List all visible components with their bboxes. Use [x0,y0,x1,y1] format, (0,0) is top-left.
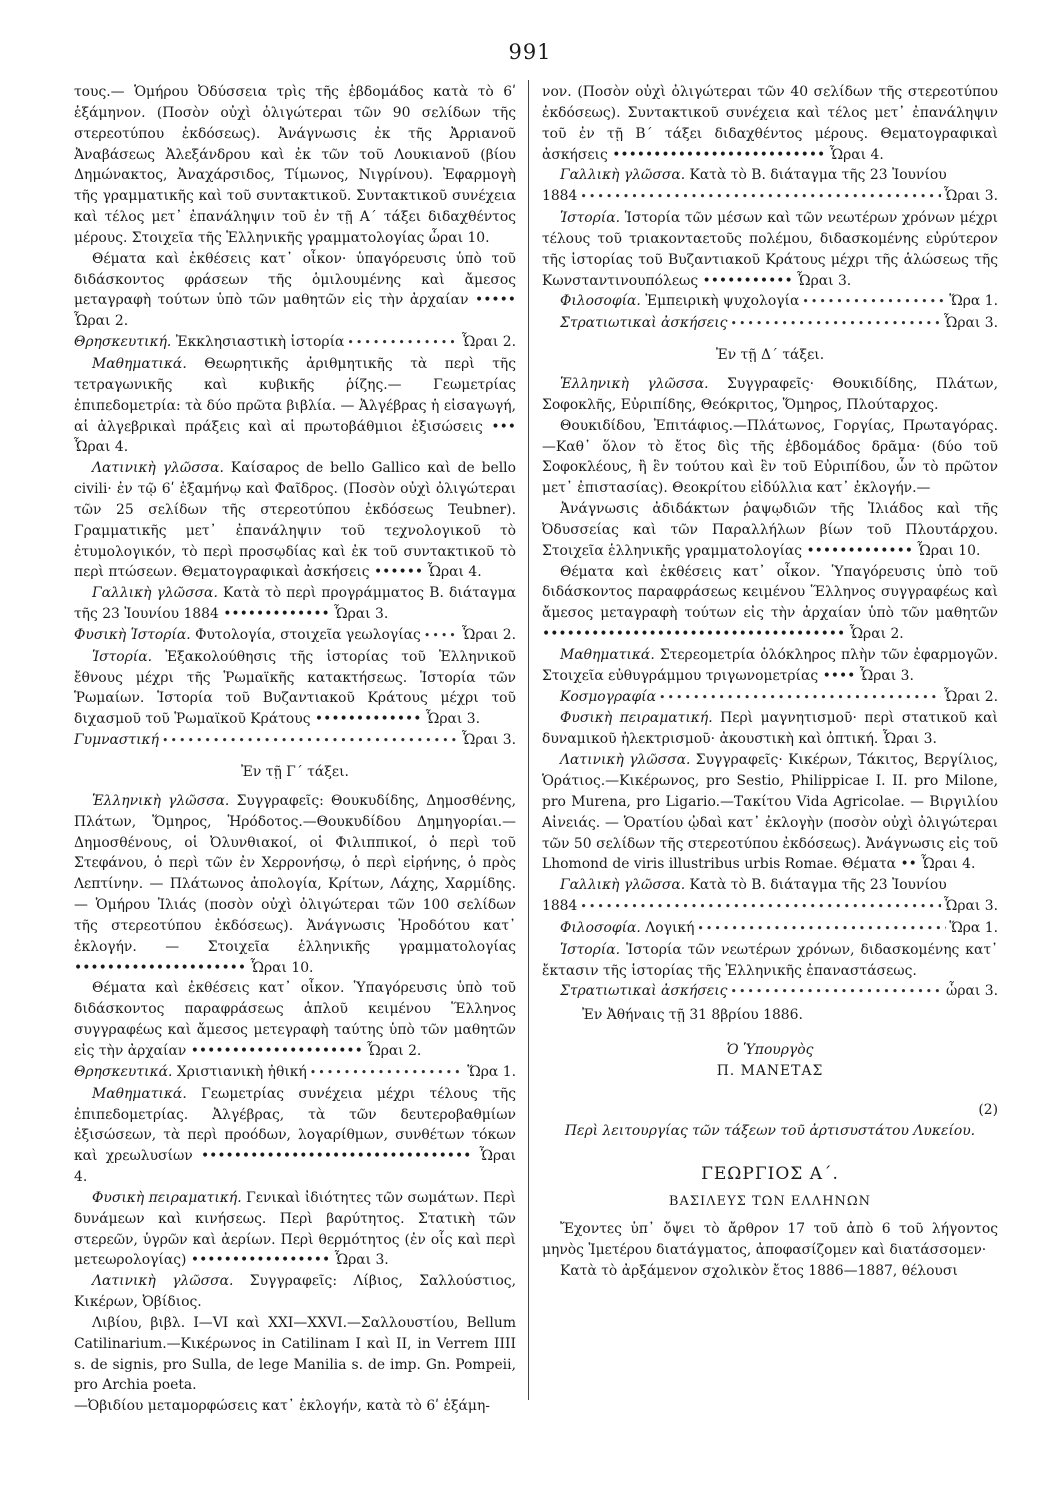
subject-text: Κατὰ τὸ περὶ προγράμματος Β. διάταγμα τῆς 23 Ἰουνίου 1884 [74,585,516,623]
paragraph: Γαλλικὴ γλῶσσα. Κατὰ τὸ περὶ προγράμματος Β. διάταγμα τῆς 23 Ἰουνίου 1884 ••••••••••••• Ὧραι 3. [74,585,516,623]
paragraph: Ἔχοντες ὑπ᾽ ὄψει τὸ ἄρθρον 17 τοῦ ἀπὸ 6 τοῦ λήγοντος μηνὸς Ἰμετέρου διατάγματος, ἀποφασίζομεν καὶ διατάσσομεν· [542,1221,998,1259]
hours-value: Ὥρα 1. [949,293,998,310]
subject-text: 1884 [542,188,578,205]
paragraph: Θουκιδίδου, Ἐπιτάφιος.—Πλάτωνος, Γοργίας, Πρωταγόρας.—Καθ᾽ ὅλον τὸ ἔτος δὶς τῆς ἑβδομάδος δρᾶμα· (δύο τοῦ Σοφοκλέους, ἢ ἓν τούτου καὶ ἓν τοῦ Εὐριπίδου, ὧν τὸ πρῶτον μετ᾽ ἐπιστασίας). Θεοκρίτου εἰδύλλια κατ᾽ ἐκλογήν.— [542,417,998,497]
subject-text: Συγγραφεῖς· Κικέρων, Τάκιτος, Βεργίλιος, Ὁράτιος.—Κικέρωνος, pro Sestio, Philippicae I. II. pro Milone, pro Murena, pro Ligario.—Τακίτου Vida Agricolae. — Βιργιλίου Αἰνειάς. — Ὁρατίου ᾠδαὶ κατ᾽ ἐκλογὴν (ποσὸν οὐχὶ ὀλιγώτεραι τῶν 50 σελίδων τῆς στερεοτύπου ἐκδόσεως). Ἀνάγνωσις εἰς τοῦ Lhomond de viris illustribus urbis Romae. Θέματα [542,752,998,873]
paragraph: Ἀνάγνωσις ἀδιδάκτων ῥαψῳδιῶν τῆς Ἰλιάδος καὶ τῆς Ὀδυσσείας καὶ τῶν Παραλλήλων βίων τοῦ Πλουτάρχου. Στοιχεῖα ἑλληνικῆς γραμματολογίας ••••••••••••• Ὧραι 10. [542,501,998,559]
subject-label: Λατινικὴ γλῶσσα. [92,1273,234,1290]
hours-value: Ὧραι 2. [849,626,904,643]
subject-row [542,896,998,918]
paragraph: τους.— Ὁμήρου Ὀδύσσεια τρὶς τῆς ἑβδομάδος κατὰ τὸ 6ʹ ἑξάμηνον. (Ποσὸν οὐχὶ ὀλιγώτεραι τῶν 90 σελίδων τῆς στερεοτύπου ἐκδόσεως). Ἀνάγνωσις ἐκ τῆς Ἀρριανοῦ Ἀναβάσεως Ἀλεξάνδρου καὶ ἐκ τῶν τοῦ Λουκιανοῦ (βίου Δημώνακτος, Ἀναχάρσιδος, Τίμωνος, Νιγρίνου). Ἐφαρμογὴ τῆς γραμματικῆς καὶ τοῦ συντακτικοῦ. Συντακτικοῦ συνέχεια καὶ τέλος μετ᾽ ἐπανάληψιν τοῦ ἐν τῇ Α΄ τάξει διδαχθέντος μέρους. Στοιχεῖα τῆς Ἑλληνικῆς γραμματολογίας ὧραι 10. [74,84,516,246]
paragraph [542,940,998,982]
hours-value: Ὧραι 3. [882,731,937,748]
hours-value: Ὧραι 2. [74,313,129,330]
hours-value: Ὧραι 10. [917,542,981,559]
paragraph: Φυσικὴ πειραματική. Γενικαὶ ἰδιότητες τῶν σωμάτων. Περὶ δυνάμεων καὶ κινήσεως. Περὶ βαρύτητος. Στατικὴ τῶν στερεῶν, ὑγρῶν καὶ ἀερίων. Περὶ θερμότητος (ἐν οἷς καὶ περὶ μετεωρολογίας) ••••••••••••••••• Ὧραι 3. [74,1189,517,1269]
subject-row [542,313,998,335]
column-divider [528,80,529,1400]
subject-text: Ἐμπειρικὴ ψυχολογία [645,293,800,310]
law-title: Περὶ λειτουργίας τῶν τάξεων τοῦ ἀρτισυστάτου Λυκείου. [564,1122,976,1139]
minister-name: Π. ΜΑΝΕΤΑΣ [716,1062,824,1079]
paragraph: Ἱστορία. Ἱστορία τῶν μέσων καὶ τῶν νεωτέρων χρόνων μέχρι τέλους τοῦ τριακονταετοῦς πολέμου, διδασκομένης εὐρύτερον τῆς ἱστορίας τοῦ Βυζαντιακοῦ Κράτους μέχρι τῆς ἁλώσεως τῆς Κωνσταντινουπόλεως ••••••••••• Ὧραι 3. [542,210,998,289]
hours-value: Ὧραι 3. [859,667,914,684]
hours-value: Ὧραι 3. [943,315,998,332]
minister-title: Ὁ Ὑπουργὸς [726,1042,814,1059]
subject-text: Ἱστορία τῶν μέσων καὶ τῶν νεωτέρων χρόνων μέχρι τέλους τοῦ τριακονταετοῦς πολέμου, διδασκομένης εὐρύτερον τῆς ἱστορίας τοῦ Βυζαντιακοῦ Κράτους μέχρι τῆς ἁλώσεως τῆς Κωνσταντινουπόλεως [542,210,998,289]
subject-row [542,981,998,1003]
left-column [74,82,516,1417]
subject-text: 1884 [542,898,578,915]
paragraph-text: Θέματα καὶ ἐκθέσεις κατ᾽ οἶκον. Ὑπαγόρευσις ὑπὸ τοῦ διδάσκοντος παραφράσεως ἁπλοῦ κειμένου Ἕλληνος συγγραφέως καὶ ἄμεσος μετεγραφὴ ταύτης ὑπὸ τῶν μαθητῶν εἰς τὴν ἀρχαίαν [74,980,516,1059]
hours-value: Ὧραι 3. [461,732,516,749]
subject-row [542,186,998,208]
section-heading: Ἐν τῇ Δ΄ τάξει. [715,347,825,364]
subject-row [542,291,998,313]
hours-value: Ὥρα 1. [949,919,998,936]
hours-value: ••••• [468,292,516,309]
leader-dots [580,187,941,208]
subject-label: Ἱστορία. [92,648,153,665]
leader-dots [580,897,941,918]
subject-text: Συγγραφεῖς: Θουκυδίδης, Δημοσθένης, Πλάτων, Ὅμηρος, Ἡρόδοτος.—Θουκυδίδου Δημηγορίαι.— Δημοσθένους, οἱ Ὀλυνθιακοί, οἱ Φιλιππικοί, ὁ περὶ τοῦ Στεφάνου, ὁ περὶ τῶν ἐν Χερρονήσῳ, ὁ περὶ εἰρήνης, ὁ πρὸς Λεπτίνην. — Πλάτωνος ἀπολογία, Κρίτων, Λάχης, Χαρμίδης. — Ὁμήρου Ἰλιάς (ποσὸν οὐχὶ ὀλιγώτεραι τῶν 100 σελίδων τῆς στερεοτύπου ἐκδόσεως). Ἀνάγνωσις Ἡροδότου κατ᾽ ἐκλογήν. — Στοιχεῖα ἑλληνικῆς γραμματολογίας [74,792,516,955]
hours-value: Ὧραι 3. [334,606,389,623]
subject-label: Γαλλικὴ γλῶσσα. [560,167,686,184]
subject-label: Ἱστορία. [560,210,621,227]
paragraph [74,249,516,332]
paragraph [74,1271,516,1313]
hours-value: Ὧραι 4. [74,1148,516,1186]
subject-label: Γυμναστική [74,732,159,749]
subject-label: Ἑλληνικὴ γλῶσσα. [560,375,709,392]
subject-label: Στρατιωτικαὶ ἀσκήσεις [560,983,728,1000]
paragraph-text: νον. (Ποσὸν οὐχὶ ὀλιγώτεραι τῶν 40 σελίδων τῆς στερεοτύπου ἐκδόσεως). Συντακτικοῦ συνέχεια καὶ τέλος μετ᾽ ἐπανάληψιν τοῦ ἐν τῇ Β΄ τάξει διδαχθέντος μέρους. Θεματογραφικαὶ ἀσκήσεις [542,84,998,163]
leader-dots [730,982,943,1003]
hours-value: Ὧραι 4. [829,146,884,163]
subject-label: Μαθηματικά. [560,646,655,663]
subject-text: Περὶ μαγνητισμοῦ· περὶ στατικοῦ καὶ δυναμικοῦ ἠλεκτρισμοῦ· ἀκουστικὴ καὶ ὀπτική. [542,710,998,748]
subject-label: Θρησκευτική. [74,334,172,351]
hours-value: Ὧραι 3. [943,188,998,205]
paragraph: Μαθηματικά. Στερεομετρία ὁλόκληρος πλὴν τῶν ἐφαρμογῶν. Στοιχεῖα εὐθυγράμμου τριγωνομετρίας •••• Ὧραι 3. [542,646,998,684]
section-heading: Ἐν τῇ Γ΄ τάξει. [241,764,349,780]
leader-dots [802,292,946,313]
subject-label: Λατινικὴ γλῶσσα. [560,752,691,769]
page-number: 991 [508,40,552,64]
subject-text: Συγγραφεῖς: Λίβιος, Σαλλούστιος, Κικέρων, Ὀβίδιος. [74,1273,516,1311]
subject-text: Καίσαρος de bello Gallico καὶ de bello civili· ἐν τῷ 6ʹ ἑξαμήνῳ καὶ Φαῖδρος. (Ποσὸν οὐχὶ ὀλιγώτεραι τῶν 25 σελίδων τῆς στερεοτύπου ἐκδόσεως Teubner). Γραμματικῆς μετ᾽ ἐπανάληψιν τοῦ τεχνολογικοῦ τὸ ἐτυμολογικόν, τὸ περὶ προσῳδίας καὶ ἐκ τοῦ συντακτικοῦ τὸ περὶ πτώσεων. Θεματογραφικαὶ ἀσκήσεις [74,460,516,581]
subject-text: Συγγραφεῖς· Θουκιδίδης, Πλάτων, Σοφοκλῆς, Εὐριπίδης, Θεόκριτος, Ὅμηρος, Πλούταρχος. [542,375,999,413]
subject-label: Θρησκευτικά. [74,1063,173,1080]
subject-text: Ἐξακολούθησις τῆς ἱστορίας τοῦ Ἑλληνικοῦ ἔθνους μέχρι τῆς Ῥωμαϊκῆς κατακτήσεως. Ἱστορία τῶν Ῥωμαίων. Ἱστορία τοῦ Βυζαντιακοῦ Κράτους μέχρι τοῦ διχασμοῦ τοῦ Ῥωμαϊκοῦ Κράτους [74,648,516,728]
paragraph: Λατινικὴ γλῶσσα. Καίσαρος de bello Gallico καὶ de bello civili· ἐν τῷ 6ʹ ἑξαμήνῳ καὶ Φαῖδρος. (Ποσὸν οὐχὶ ὀλιγώτεραι τῶν 25 σελίδων τῆς στερεοτύπου ἐκδόσεως Teubner). Γραμματικῆς μετ᾽ ἐπανάληψιν τοῦ τεχνολογικοῦ τὸ ἐτυμολογικόν, τὸ περὶ προσῳδίας καὶ ἐκ τοῦ συντακτικοῦ τὸ περὶ πτώσεων. Θεματογραφικαὶ ἀσκήσεις •••••• Ὧραι 4. [74,460,516,581]
paragraph [542,374,998,416]
subject-label: Φυσικὴ πειραματική. [92,1189,242,1206]
hours-value: Ὧραι 2. [461,334,516,351]
subject-row [74,625,516,647]
paragraph: Ἑλληνικὴ γλῶσσα. Συγγραφεῖς: Θουκυδίδης, Δημοσθένης, Πλάτων, Ὅμηρος, Ἡρόδοτος.—Θουκυδίδου Δημηγορίαι.— Δημοσθένους, οἱ Ὀλυνθιακοί, οἱ Φιλιππικοί, ὁ περὶ τοῦ Στεφάνου, ὁ περὶ τῶν ἐν Χερρονήσῳ, ὁ περὶ εἰρήνης, ὁ πρὸς Λεπτίνην. — Πλάτωνος ἀπολογία, Κρίτων, Λάχης, Χαρμίδης. — Ὁμήρου Ἰλιάς (ποσὸν οὐχὶ ὀλιγώτεραι τῶν 100 σελίδων τῆς στερεοτύπου ἐκδόσεως). Ἀνάγνωσις Ἡροδότου κατ᾽ ἐκλογήν. — Στοιχεῖα ἑλληνικῆς γραμματολογίας ••••••••••••••••••••• Ὧραι 10. [74,792,516,976]
subject-label: Ἑλληνικὴ γλῶσσα. [92,792,230,809]
king-subheading: ΒΑΣΙΛΕΥΣ ΤΩΝ ΕΛΛΗΝΩΝ [668,1194,872,1210]
hours-value: Ὧραι 3. [943,898,998,915]
hours-value: Ὧραι 2. [943,688,998,705]
paragraph: Λατινικὴ γλῶσσα. Συγγραφεῖς· Κικέρων, Τάκιτος, Βεργίλιος, Ὁράτιος.—Κικέρωνος, pro Sestio, Philippicae I. II. pro Milone, pro Murena, pro Ligario.—Τακίτου Vida Agricolae. — Βιργιλίου Αἰνειάς. — Ὁρατίου ᾠδαὶ κατ᾽ ἐκλογὴν (ποσὸν οὐχὶ ὀλιγώτεραι τῶν 50 σελίδων τῆς στερεοτύπου ἐκδόσεως). Ἀνάγνωσις εἰς τοῦ Lhomond de viris illustribus urbis Romae. Θέματα •• Ὧραι 4. [542,752,998,873]
leader-dots [424,626,459,647]
hours-value: Ὧραι 4. [921,856,976,873]
subject-text: Ἱστορία τῶν νεωτέρων χρόνων, διδασκομένης κατ᾽ ἔκτασιν τῆς ἱστορίας τῆς Ἑλληνικῆς ἐπαναστάσεως. [542,941,999,979]
hours-value: Ὧραι 3. [334,1252,389,1269]
hours-value: Ὧραι 4. [427,564,482,581]
paragraph: —Ὀβιδίου μεταμορφώσεις κατ᾽ ἐκλογήν, κατὰ τὸ 6ʹ ἑξάμη- [74,1398,490,1415]
subject-label: Μαθηματικά. [92,355,187,372]
hours-value: Ὧραι 3. [425,711,480,728]
paragraph-text: Ἀνάγνωσις ἀδιδάκτων ῥαψῳδιῶν τῆς Ἰλιάδος καὶ τῆς Ὀδυσσείας καὶ τῶν Παραλλήλων βίων τοῦ Πλουτάρχου. Στοιχεῖα ἑλληνικῆς γραμματολογίας [542,501,998,559]
paragraph: Ἱστορία. Ἐξακολούθησις τῆς ἱστορίας τοῦ Ἑλληνικοῦ ἔθνους μέχρι τῆς Ῥωμαϊκῆς κατακτήσεως. Ἱστορία τῶν Ῥωμαίων. Ἱστορία τοῦ Βυζαντιακοῦ Κράτους μέχρι τοῦ διχασμοῦ τοῦ Ῥωμαϊκοῦ Κράτους ••••••••••••• Ὧραι 3. [74,648,516,728]
subject-text: Θεωρητικῆς ἀριθμητικῆς τὰ περὶ τῆς τετραγωνικῆς καὶ κυβικῆς ῥίζης.— Γεωμετρίας ἐπιπεδομετρία: τὰ δύο πρῶτα βιβλία. — Ἀλγέβρας ἡ εἰσαγωγή, αἱ ἀλγεβρικαὶ πράξεις καὶ αἱ πρωτοβάθμιοι ἐξισώσεις [74,355,516,435]
hours-value: Ὧραι 3. [797,272,852,289]
paragraph: Θέματα καὶ ἐκθέσεις κατ᾽ οἶκον. Ὑπαγόρευσις ὑπὸ τοῦ διδάσκοντος παραφράσεως ἁπλοῦ κειμένου Ἕλληνος συγγραφέως καὶ ἄμεσος μετεγραφὴ ταύτης ὑπὸ τῶν μαθητῶν εἰς τὴν ἀρχαίαν ••••••••••••••••••••• Ὧραι 2. [74,980,516,1059]
subject-label: Φιλοσοφία. [560,293,641,310]
hours-value: Ὥρα 1. [467,1063,516,1080]
subject-label: Γαλλικὴ γλῶσσα. [92,585,218,602]
paragraph: Θέματα καὶ ἐκθέσεις κατ᾽ οἶκον. Ὑπαγόρευσις ὑπὸ τοῦ διδάσκοντος παραφράσεως κειμένου Ἕλληνος συγγραφέως καὶ ἄμεσος μεταγραφὴ τούτων εἰς τὴν ἀρχαίαν ὑπὸ τῶν μαθητῶν ••••••••••••••••••••••••••••••••••••• Ὧραι 2. [542,563,998,643]
subject-label: Φυσικὴ Ἱστορία. [74,626,191,643]
subject-label: Γαλλικὴ γλῶσσα. [560,877,686,894]
paragraph [542,708,998,750]
subject-text: Κατὰ τὸ Β. διάταγμα τῆς 23 Ἰουνίου [689,877,947,894]
subject-text: Ἐκκλησιαστικὴ ἱστορία [175,334,345,351]
hours-value: Ὧραι 2. [367,1042,422,1059]
subject-label: Φιλοσοφία. [560,919,641,936]
subject-row [74,332,516,354]
king-heading: ΓΕΩΡΓΙΟΣ Α΄. [701,1163,839,1184]
paragraph: Μαθηματικά. Γεωμετρίας συνέχεια μέχρι τέλους τῆς ἐπιπεδομετρίας. Ἀλγέβρας, τὰ τῶν δευτεροβαθμίων ἐξισώσεων, τὰ περὶ προόδων, λογαρίθμων, συνθέτων τόκων καὶ χρεωλυσίων ••••••••••••••••••••••••••••••••• Ὧραι 4. [74,1085,516,1186]
subject-label: Ἱστορία. [560,941,621,958]
subject-label: Κοσμογραφία [560,688,657,705]
paragraph: Λιβίου, βιβλ. I—VI καὶ XXI—XXVI.—Σαλλουστίου, Bellum Catilinarium.—Κικέρωνος in Catilinam I καὶ II, in Verrem IIII s. de signis, pro Sulla, de lege Manilia s. de imp. Gn. Pompeii, pro Archia poeta. [74,1314,516,1394]
subject-row [542,687,998,709]
leader-dots [310,1063,464,1084]
subject-text: Γεωμετρίας συνέχεια μέχρι τέλους τῆς ἐπιπεδομετρίας. Ἀλγέβρας, τὰ τῶν δευτεροβαθμίων ἐξισώσεων, τὰ περὶ προόδων, λογαρίθμων, συνθέτων τόκων καὶ χρεωλυσίων [74,1085,516,1165]
right-column [542,82,998,1282]
subject-label: Μαθηματικά. [92,1085,187,1102]
subject-label: Στρατιωτικαὶ ἀσκήσεις [560,315,728,332]
leader-dots [697,919,946,940]
subject-row [542,918,998,940]
leader-dots [162,731,459,752]
paragraph [542,165,998,186]
subject-text: Φυτολογία, στοιχεῖα γεωλογίας [195,626,421,643]
hours-value: ὧραι 3. [946,983,998,1000]
leader-dots [347,333,458,354]
subject-row [74,730,516,752]
paragraph: Κατὰ τὸ ἀρξάμενον σχολικὸν ἔτος 1886—1887, θέλουσι [560,1262,958,1279]
subject-text: Στερεομετρία ὁλόκληρος πλὴν τῶν ἐφαρμογῶν. Στοιχεῖα εὐθυγράμμου τριγωνομετρίας [542,646,998,684]
subject-label: Φυσικὴ πειραματική. [560,710,713,727]
hours-value: Ὧραι 10. [250,959,314,976]
subject-row [74,1062,516,1084]
hours-value: Ὧραι 4. [74,439,129,456]
subject-text: Χριστιανικὴ ἠθική [176,1063,307,1080]
paragraph: νον. (Ποσὸν οὐχὶ ὀλιγώτεραι τῶν 40 σελίδων τῆς στερεοτύπου ἐκδόσεως). Συντακτικοῦ συνέχεια καὶ τέλος μετ᾽ ἐπανάληψιν τοῦ ἐν τῇ Β΄ τάξει διδαχθέντος μέρους. Θεματογραφικαὶ ἀσκήσεις •••••••••••••••••••••••••• Ὧραι 4. [542,84,998,163]
subject-text: Γενικαὶ ἰδιότητες τῶν σωμάτων. Περὶ δυνάμεων καὶ κινήσεως. Περὶ βαρύτητος. Στατικὴ τῶν στερεῶν, ὑγρῶν καὶ ἀερίων. Περὶ θερμότητος (ἐν οἷς καὶ περὶ μετεωρολογίας) [74,1189,517,1269]
paragraph [542,875,998,896]
leader-dots [659,688,941,709]
subject-label: Λατινικὴ γλῶσσα. [92,460,224,477]
paragraph-text: Θέματα καὶ ἐκθέσεις κατ᾽ οἶκον· ὑπαγόρευσις ὑπὸ τοῦ διδάσκοντος φράσεων τῆς ὁμιλουμένης καὶ ἄμεσος μεταγραφὴ τούτων ὑπὸ τῶν μαθητῶν εἰς τὴν ἀρχαίαν [74,250,516,309]
date-line: Ἐν Ἀθήναις τῇ 31 8βρίου 1886. [582,1007,803,1024]
subject-text: Λογική [645,919,695,936]
law-number: (2) [978,1101,998,1118]
hours-value: Ὧραι 2. [461,626,516,643]
leader-dots [730,314,940,335]
paragraph: Μαθηματικά. Θεωρητικῆς ἀριθμητικῆς τὰ περὶ τῆς τετραγωνικῆς καὶ κυβικῆς ῥίζης.— Γεωμετρίας ἐπιπεδομετρία: τὰ δύο πρῶτα βιβλία. — Ἀλγέβρας ἡ εἰσαγωγή, αἱ ἀλγεβρικαὶ πράξεις καὶ αἱ πρωτοβάθμιοι ἐξισώσεις ••• Ὧραι 4. [74,355,516,456]
subject-text: Κατὰ τὸ Β. διάταγμα τῆς 23 Ἰουνίου [689,167,947,184]
paragraph-text: Θέματα καὶ ἐκθέσεις κατ᾽ οἶκον. Ὑπαγόρευσις ὑπὸ τοῦ διδάσκοντος παραφράσεως κειμένου Ἕλληνος συγγραφέως καὶ ἄμεσος μεταγραφὴ τούτων εἰς τὴν ἀρχαίαν ὑπὸ τῶν μαθητῶν [542,563,998,622]
